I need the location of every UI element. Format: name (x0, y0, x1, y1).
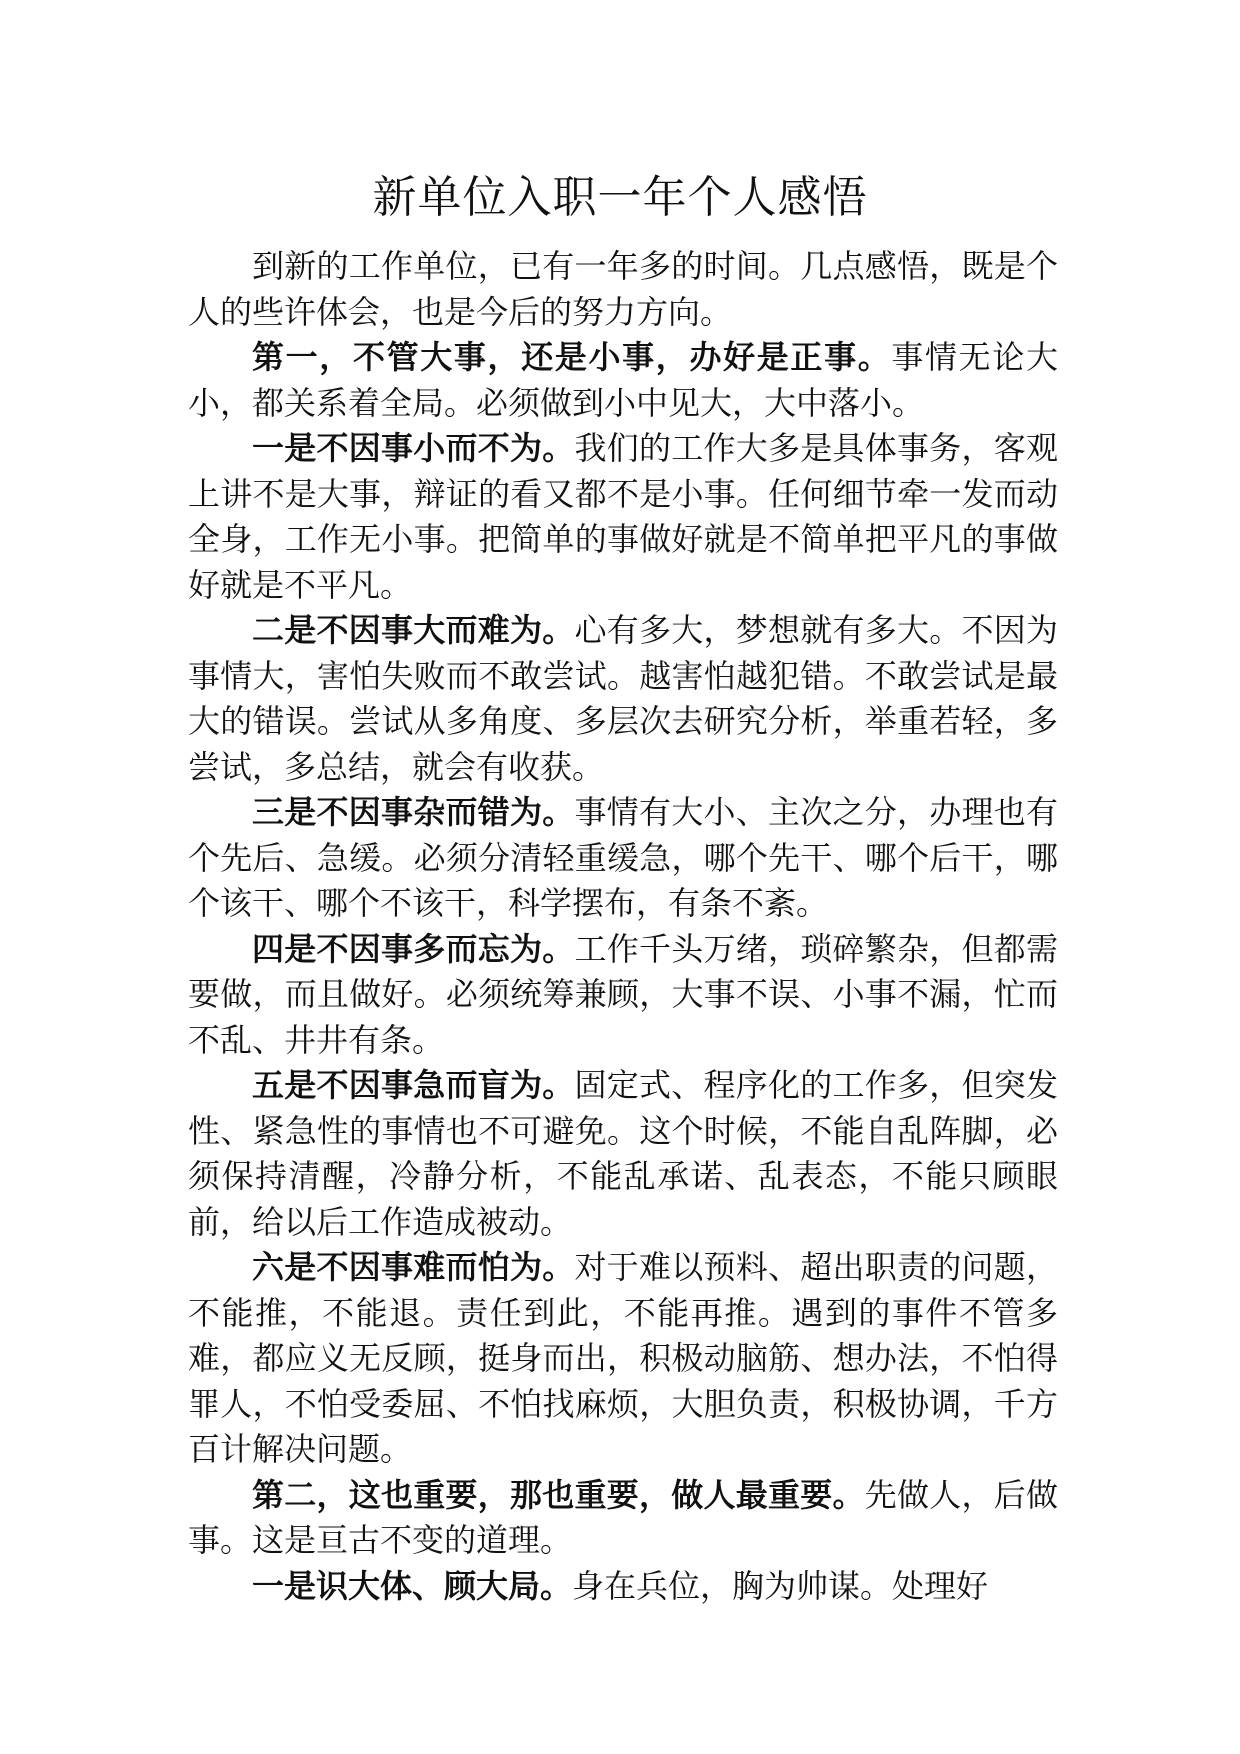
document-title: 新单位入职一年个人感悟 (372, 172, 868, 223)
paragraph-text: 身在兵位，胸为帅谋。处理好 (572, 1566, 989, 1605)
paragraph-lead: 第二，这也重要，那也重要，做人最重要。 (252, 1475, 865, 1514)
paragraph-point-1 (188, 426, 1058, 608)
paragraph-text: 对于难以预料、超出职责的问题，不能推，不能退。责任到此，不能再推。遇到的事件不管多难，都应义无反顾，挺身而出，积极动脑筋、想办法，不怕得罪人，不怕受委屈、不怕找麻烦，大胆负责，积极协调，千方百计解决问题。 (188, 1248, 1058, 1468)
paragraph-lead: 六是不因事难而怕为。 (252, 1248, 575, 1286)
paragraph-lead: 五是不因事急而盲为。 (252, 1066, 575, 1104)
document-body (188, 244, 1058, 1609)
paragraph-lead: 一是不因事小而不为。 (252, 429, 575, 467)
paragraph-text: 心有多大，梦想就有多大。不因为事情大，害怕失败而不敢尝试。越害怕越犯错。不敢尝试是最大的错误。尝试从多角度、多层次去研究分析，举重若轻，多尝试，多总结，就会有收获。 (188, 611, 1058, 786)
paragraph-lead: 二是不因事大而难为。 (252, 611, 575, 649)
paragraph-lead: 三是不因事杂而错为。 (252, 793, 575, 831)
paragraph-section-two-point-1 (188, 1564, 1058, 1610)
paragraph-lead: 四是不因事多而忘为。 (252, 929, 575, 968)
paragraph-text: 事情无论大小，都关系着全局。必须做到小中见大，大中落小。 (188, 338, 1058, 422)
paragraph-section-one (188, 335, 1058, 426)
paragraph-lead: 第一，不管大事，还是小事，办好是正事。 (252, 338, 892, 376)
paragraph-point-5 (188, 1063, 1058, 1245)
paragraph-text: 事情有大小、主次之分，办理也有个先后、急缓。必须分清轻重缓急，哪个先干、哪个后干，哪个该干、哪个不该干，科学摆布，有条不紊。 (188, 793, 1058, 922)
paragraph-point-6 (188, 1245, 1058, 1473)
paragraph-point-2 (188, 608, 1058, 790)
paragraph-section-two (188, 1473, 1058, 1564)
paragraph-intro (188, 244, 1058, 335)
paragraph-text: 工作千头万绪，琐碎繁杂，但都需要做，而且做好。必须统筹兼顾，大事不误、小事不漏，忙而不乱、井井有条。 (188, 929, 1058, 1059)
paragraph-point-3 (188, 790, 1058, 927)
paragraph-text: 到新的工作单位，已有一年多的时间。几点感悟，既是个人的些许体会，也是今后的努力方向。 (188, 247, 1058, 331)
paragraph-text: 先做人，后做事。这是亘古不变的道理。 (188, 1475, 1058, 1559)
paragraph-point-4 (188, 927, 1058, 1064)
paragraph-text: 固定式、程序化的工作多，但突发性、紧急性的事情也不可避免。这个时候，不能自乱阵脚，必须保持清醒，冷静分析，不能乱承诺、乱表态，不能只顾眼前，给以后工作造成被动。 (188, 1066, 1058, 1241)
paragraph-text: 我们的工作大多是具体事务，客观上讲不是大事，辩证的看又都不是小事。任何细节牵一发而动全身，工作无小事。把简单的事做好就是不简单把平凡的事做好就是不平凡。 (188, 429, 1058, 604)
paragraph-lead: 一是识大体、顾大局。 (252, 1566, 573, 1605)
